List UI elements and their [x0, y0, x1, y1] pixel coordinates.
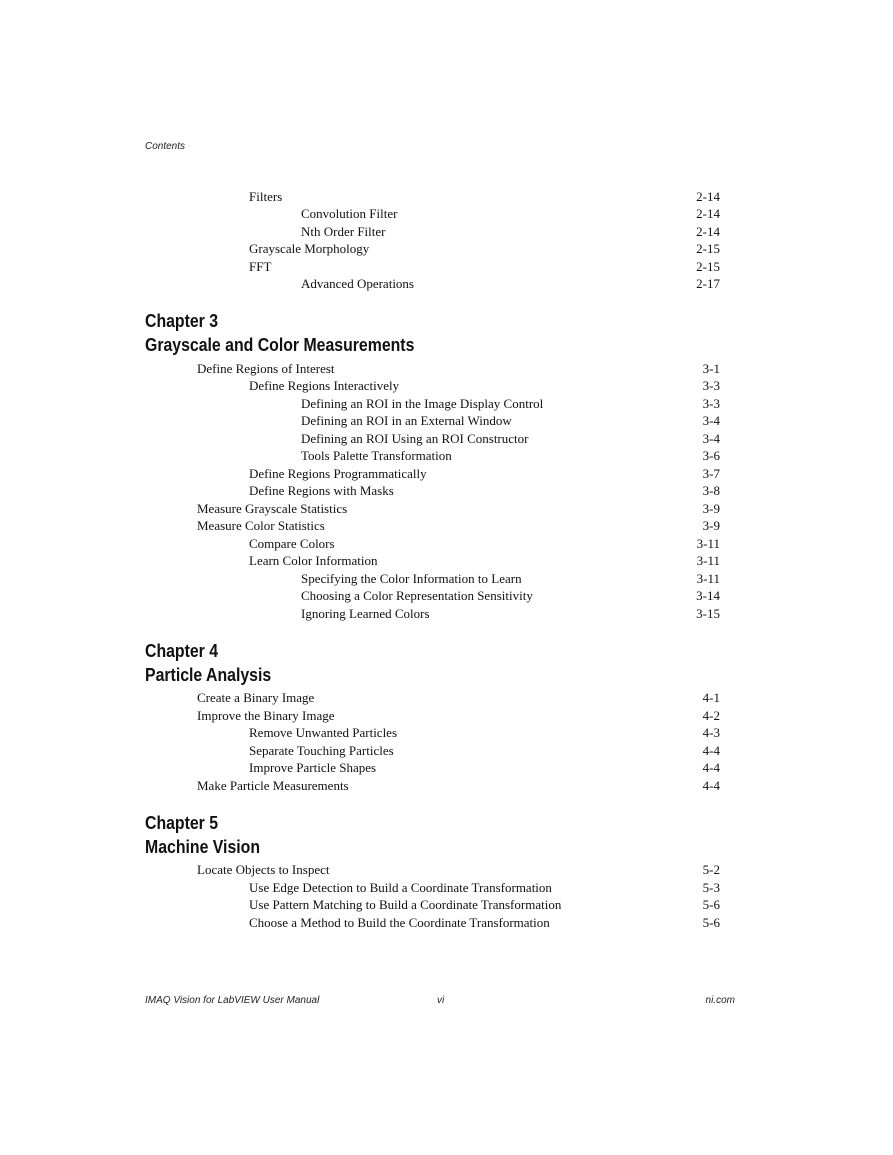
toc-entry[interactable] — [301, 395, 720, 412]
toc-entry-title: Specifying the Color Information to Learn — [301, 571, 522, 586]
toc-entry-page: 3-11 — [696, 571, 720, 586]
toc-entry-title: Defining an ROI in an External Window — [301, 413, 512, 428]
toc-entry-page: 4-1 — [702, 690, 720, 705]
footer-manual-title: IMAQ Vision for LabVIEW User Manual — [145, 995, 320, 1006]
toc-entry-title: Separate Touching Particles — [249, 743, 394, 758]
toc-entry-page: 3-3 — [702, 378, 720, 393]
toc-entry-title: Filters — [249, 189, 283, 204]
chapter-number: Chapter 3 — [145, 311, 219, 331]
toc-entry-page: 4-4 — [702, 778, 720, 793]
toc-entry-title: Measure Color Statistics — [197, 518, 325, 533]
toc-entry-page: 3-14 — [696, 588, 720, 603]
toc-entry-title: Define Regions Programmatically — [249, 466, 427, 481]
toc-entry[interactable] — [249, 742, 720, 759]
toc-entry-page: 3-11 — [696, 536, 720, 551]
toc-entry-page: 4-3 — [702, 725, 720, 740]
toc-entry[interactable] — [301, 275, 720, 292]
footer-page-number: vi — [437, 995, 445, 1006]
toc-entry-title: Locate Objects to Inspect — [197, 862, 330, 877]
toc-entry-title: Define Regions Interactively — [249, 378, 400, 393]
toc-entry[interactable] — [249, 377, 720, 394]
toc-entry-title: Advanced Operations — [301, 276, 414, 291]
toc-entry-page: 5-6 — [702, 897, 720, 912]
toc-entry[interactable] — [249, 759, 720, 776]
toc-entry[interactable] — [249, 240, 720, 257]
toc-entry[interactable] — [301, 430, 720, 447]
toc-entry-title: Use Edge Detection to Build a Coordinate Transformation — [249, 880, 552, 895]
toc-entry[interactable] — [301, 223, 720, 240]
toc-entry[interactable] — [301, 570, 720, 587]
toc-entry-title: Learn Color Information — [249, 553, 378, 568]
toc-entry[interactable] — [301, 605, 720, 622]
toc-entry-title: Defining an ROI Using an ROI Constructor — [301, 431, 529, 446]
toc-entry[interactable] — [197, 777, 720, 794]
chapter-number: Chapter 4 — [145, 641, 219, 661]
toc-entry-title: Define Regions of Interest — [197, 361, 335, 376]
toc-entry-page: 3-11 — [696, 553, 720, 568]
toc-entry-page: 3-8 — [702, 483, 720, 498]
toc-entry[interactable] — [197, 689, 720, 706]
toc-entry-page: 5-3 — [702, 880, 720, 895]
chapter-title: Particle Analysis — [145, 665, 272, 685]
toc-entry[interactable] — [249, 896, 720, 913]
toc-entry-title: Define Regions with Masks — [249, 483, 394, 498]
toc-entry-title: Choosing a Color Representation Sensitivity — [301, 588, 533, 603]
toc-entry-title: Compare Colors — [249, 536, 335, 551]
toc-entry[interactable] — [249, 724, 720, 741]
toc-entry-title: Convolution Filter — [301, 206, 398, 221]
toc-entry-title: Nth Order Filter — [301, 224, 386, 239]
toc-entry-page: 2-17 — [696, 276, 720, 291]
toc-entry[interactable] — [249, 914, 720, 931]
chapter-title: Grayscale and Color Measurements — [145, 335, 415, 355]
toc-entry-page: 2-14 — [696, 224, 720, 239]
toc-entry-page: 5-6 — [702, 915, 720, 930]
toc-entry[interactable] — [249, 465, 720, 482]
toc-entry-page: 4-2 — [702, 708, 720, 723]
toc-entry[interactable] — [249, 482, 720, 499]
toc-entry[interactable] — [197, 707, 720, 724]
toc-entry-page: 2-14 — [696, 206, 720, 221]
toc-entry-title: Use Pattern Matching to Build a Coordinate Transformation — [249, 897, 562, 912]
running-head: Contents — [145, 141, 186, 152]
toc-entry-title: Improve Particle Shapes — [249, 760, 377, 775]
toc-entry[interactable] — [301, 587, 720, 604]
toc-entry-title: Improve the Binary Image — [197, 708, 335, 723]
toc-entry-page: 3-4 — [702, 431, 720, 446]
toc-entry[interactable] — [197, 500, 720, 517]
toc-entry[interactable] — [301, 447, 720, 464]
toc-entry-title: Choose a Method to Build the Coordinate Transformation — [249, 915, 550, 930]
toc-entry[interactable] — [249, 188, 720, 205]
toc-entry[interactable] — [249, 552, 720, 569]
chapter-number: Chapter 5 — [145, 813, 219, 833]
footer-website: ni.com — [705, 995, 735, 1006]
toc-entry-title: Ignoring Learned Colors — [301, 606, 430, 621]
toc-entry-title: Grayscale Morphology — [249, 241, 370, 256]
toc-entry-title: Defining an ROI in the Image Display Control — [301, 396, 544, 411]
toc-entry-title: Tools Palette Transformation — [301, 448, 452, 463]
toc-entry[interactable] — [249, 258, 720, 275]
toc-entry-page: 3-1 — [702, 361, 720, 376]
toc-entry[interactable] — [197, 517, 720, 534]
chapter-title: Machine Vision — [145, 837, 261, 857]
toc-entry-title: Create a Binary Image — [197, 690, 315, 705]
toc-entry-page: 3-6 — [702, 448, 720, 463]
toc-entry-page: 4-4 — [702, 743, 720, 758]
toc-entry-page: 3-4 — [702, 413, 720, 428]
toc-entry-title: Measure Grayscale Statistics — [197, 501, 348, 516]
toc-entry[interactable] — [249, 879, 720, 896]
toc-entry-title: Make Particle Measurements — [197, 778, 349, 793]
toc-entry[interactable] — [197, 861, 720, 878]
toc-entry-page: 3-7 — [702, 466, 720, 481]
toc-entry-title: FFT — [249, 259, 272, 274]
toc-entry-page: 2-14 — [696, 189, 720, 204]
toc-entry-page: 3-3 — [702, 396, 720, 411]
toc-entry-page: 2-15 — [696, 241, 720, 256]
toc-entry-page: 3-9 — [702, 518, 720, 533]
toc-entry-page: 5-2 — [702, 862, 720, 877]
toc-entry[interactable] — [249, 535, 720, 552]
toc-entry-page: 3-15 — [696, 606, 720, 621]
toc-entry-page: 4-4 — [702, 760, 720, 775]
toc-entry-page: 2-15 — [696, 259, 720, 274]
toc-entry[interactable] — [301, 412, 720, 429]
toc-entry[interactable] — [197, 360, 720, 377]
toc-entry[interactable] — [301, 205, 720, 222]
toc-entry-page: 3-9 — [702, 501, 720, 516]
toc-entry-title: Remove Unwanted Particles — [249, 725, 398, 740]
